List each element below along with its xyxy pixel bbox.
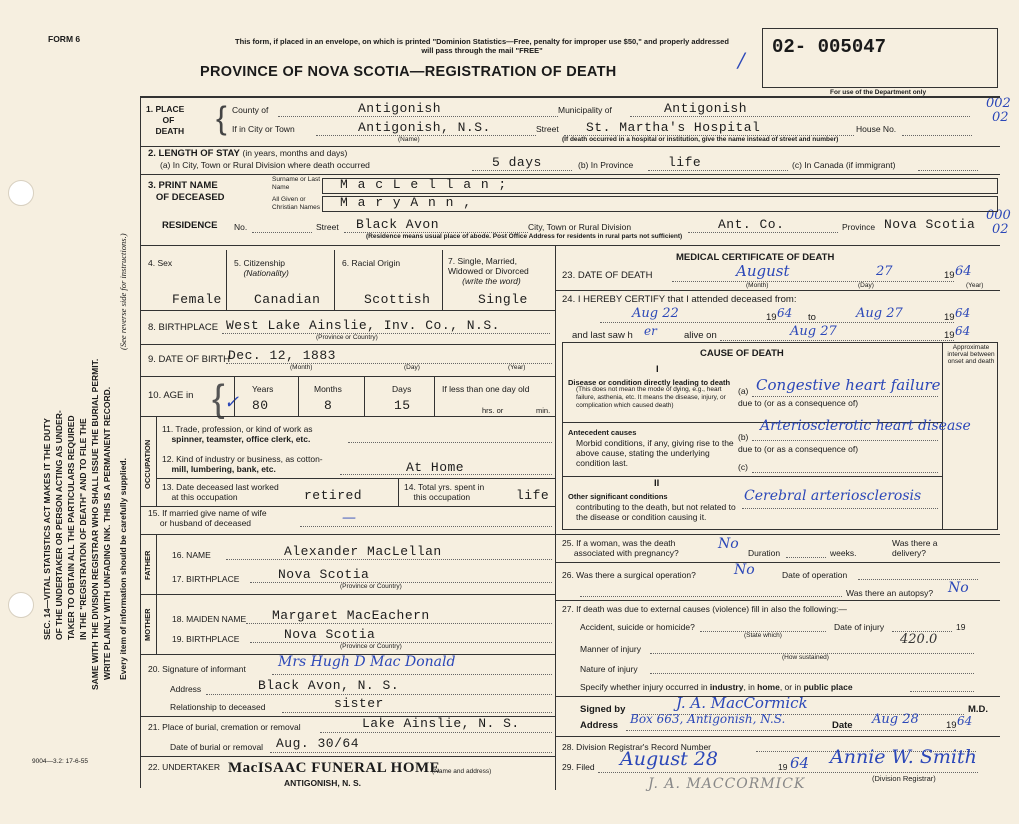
father-birthplace-label: 17. BIRTHPLACE xyxy=(172,574,240,584)
age-label: 10. AGE in xyxy=(148,390,194,401)
house-no-label: House No. xyxy=(856,124,897,134)
filed-year-prefix: 19 xyxy=(778,762,788,772)
q28-label: 28. Division Registrar's Record Number xyxy=(562,742,712,752)
date-of-death-year-prefix: 19 xyxy=(944,270,955,281)
institution-note: (If death occurred in a hospital or institution, give the name instead of street and number) xyxy=(562,136,839,143)
q25-value: No xyxy=(718,536,739,552)
physician-date-year: 64 xyxy=(957,714,973,728)
given-value: M a r y A n n , xyxy=(340,195,473,210)
physician-date-year-prefix: 19 xyxy=(946,720,957,731)
q12-value: At Home xyxy=(406,460,465,475)
undertaker-name: MacISAAC FUNERAL HOME xyxy=(228,760,441,776)
burial-place-value: Lake Ainslie, N. S. xyxy=(362,716,520,731)
stay-canada-label: (c) In Canada (if immigrant) xyxy=(792,160,896,170)
cause-a-label: (a) xyxy=(738,386,749,396)
municipality-label: Municipality of xyxy=(558,105,612,115)
citizenship-value: Canadian xyxy=(254,292,321,307)
side-instruction-7: Every item of information should be carefully supplied. xyxy=(118,458,128,680)
mother-birthplace-label: 19. BIRTHPLACE xyxy=(172,634,240,644)
burial-date-label: Date of burial or removal xyxy=(170,742,264,752)
informant-address-label: Address xyxy=(170,684,202,694)
surname-value: M a c L e l l a n ; xyxy=(340,177,508,192)
age-days-value: 15 xyxy=(394,398,411,413)
side-instruction-7b: (See reverse side for instructions.) xyxy=(118,233,128,350)
spouse-dash: — xyxy=(342,510,356,526)
manner-label: Manner of injury xyxy=(580,644,641,654)
stay-province-label: (b) In Province xyxy=(578,160,634,170)
q25-label: 25. If a woman, was the death associated with pregnancy? xyxy=(562,538,679,558)
injury-date-prefix: 19 xyxy=(956,622,966,632)
age-check-mark: ✓ xyxy=(224,392,240,413)
dod-month-hint: (Month) xyxy=(746,282,769,289)
dob-day-hint: (Day) xyxy=(404,364,420,371)
side-instruction-2: OF THE UNDERTAKER OR PERSON ACTING AS UNDER- xyxy=(54,410,64,640)
side-instruction-6: WRITE PLAINLY WITH UNFADING INK. THIS IS A PERMANENT RECORD. xyxy=(102,386,112,680)
less-than-day-label: If less than one day old xyxy=(442,384,530,394)
residence-street-value: Black Avon xyxy=(356,217,440,232)
side-instruction-5: SAME WITH THE DIVISION REGISTRAR WHO SHALL ISSUE THE BURIAL PERMIT. xyxy=(90,358,100,690)
burial-place-label: 21. Place of burial, cremation or removal xyxy=(148,722,301,732)
date-of-death-label: 23. DATE OF DEATH xyxy=(562,270,653,281)
alive-on-value: Aug 27 xyxy=(790,324,837,339)
attended-from-year-prefix: 19 xyxy=(766,312,777,323)
dept-use-label: For use of the Department only xyxy=(830,89,927,96)
print-name-label: 3. PRINT NAME OF DECEASED xyxy=(148,180,225,203)
dob-label: 9. DATE OF BIRTH xyxy=(148,354,230,365)
citizenship-label: 5. Citizenship (Nationality) xyxy=(234,258,289,278)
margin-code-1: 002 xyxy=(986,96,1011,111)
autopsy-value: No xyxy=(948,580,969,596)
cause-b-value: Arteriosclerotic heart disease xyxy=(760,418,971,434)
antecedent-note: Morbid conditions, if any, giving rise to the above cause, stating the underlying condition last. xyxy=(576,438,734,468)
q26-value: No xyxy=(734,562,755,578)
how-sustained-hint: (How sustained) xyxy=(782,654,829,661)
autopsy-label: Was there an autopsy? xyxy=(846,588,934,598)
street-value: St. Martha's Hospital xyxy=(586,120,761,135)
margin-code-3: 000 xyxy=(986,208,1011,223)
form-title: PROVINCE OF NOVA SCOTIA—REGISTRATION OF DEATH xyxy=(200,64,617,80)
punch-hole-top xyxy=(8,180,34,206)
county-value: Antigonish xyxy=(358,101,442,116)
part-ii-label: II xyxy=(654,478,660,489)
birthplace-label: 8. BIRTHPLACE xyxy=(148,322,219,333)
accident-label: Accident, suicide or homicide? xyxy=(580,622,695,632)
to-label: to xyxy=(808,312,816,323)
immediate-cause-note: (This does not mean the mode of dying, e.g., heart failure, asthenia, etc. It means the disease, injury, or complication which caused death) xyxy=(576,386,726,409)
physician-date-label: Date xyxy=(832,720,853,731)
place-of-death-label: 1. PLACE OF DEATH xyxy=(146,104,185,136)
father-side-label: FATHER xyxy=(143,550,152,580)
injury-date-label: Date of injury xyxy=(834,622,885,632)
informant-address-value: Black Avon, N. S. xyxy=(258,678,400,693)
sex-value: Female xyxy=(172,292,222,307)
street-label: Street xyxy=(536,124,559,134)
q29-label: 29. Filed xyxy=(562,762,595,772)
relationship-label: Relationship to deceased xyxy=(170,702,266,712)
attended-to-year-prefix: 19 xyxy=(944,312,955,323)
cause-of-death-title: CAUSE OF DEATH xyxy=(700,348,784,359)
last-saw-value: er xyxy=(644,324,657,338)
alive-year: 64 xyxy=(955,324,971,338)
cause-a-value: Congestive heart failure xyxy=(756,376,941,394)
q14-label: 14. Total yrs. spent in this occupation xyxy=(404,482,485,502)
signed-by-label: Signed by xyxy=(580,704,626,715)
medical-cert-title: MEDICAL CERTIFICATE OF DEATH xyxy=(676,252,835,263)
md-label: M.D. xyxy=(968,704,989,715)
q11-label: 11. Trade, profession, or kind of work as spinner, teamster, office clerk, etc. xyxy=(162,424,313,444)
last-saw-label: and last saw h xyxy=(572,330,633,341)
min-label: min. xyxy=(536,406,551,415)
punch-hole-bottom xyxy=(8,592,34,618)
residence-no-label: No. xyxy=(234,222,248,232)
stat-code: 420.0 xyxy=(900,632,938,647)
racial-origin-label: 6. Racial Origin xyxy=(342,258,401,268)
undertaker-hint: (Name and address) xyxy=(432,768,492,775)
undertaker-label: 22. UNDERTAKER xyxy=(148,762,220,772)
date-of-death-day: 27 xyxy=(876,264,893,279)
mother-name-label: 18. MAIDEN NAME xyxy=(172,614,247,624)
undertaker-city: ANTIGONISH, N. S. xyxy=(284,778,361,788)
filed-year: 64 xyxy=(790,754,810,772)
cause-b-due-label: due to (or as a consequence of) xyxy=(738,444,859,454)
antecedent-label: Antecedent causes xyxy=(568,428,637,437)
attended-from: Aug 22 xyxy=(632,306,679,321)
county-label: County of xyxy=(232,105,269,115)
pencil-note: J. A. MACCORMICK xyxy=(648,776,806,792)
print-code: 9004—3.2: 17-6-55 xyxy=(32,758,89,765)
other-conditions-label: Other significant conditions xyxy=(568,492,668,501)
length-of-stay-label: 2. LENGTH OF STAY (in years, months and days) xyxy=(148,148,348,159)
mother-birthplace-hint: (Province or Country) xyxy=(340,643,402,650)
dod-year-hint: (Year) xyxy=(966,282,984,289)
physician-address-label: Address xyxy=(580,720,619,731)
registrar-signature: Annie W. Smith xyxy=(830,746,977,768)
marital-label: 7. Single, Married, Widowed or Divorced (write the word) xyxy=(448,256,529,286)
injury-place-label: Specify whether injury occurred in industry, in home, or in public place xyxy=(580,682,853,692)
q13-value: retired xyxy=(304,488,363,503)
burial-date-value: Aug. 30/64 xyxy=(276,736,360,751)
filed-date: August 28 xyxy=(620,748,718,770)
alive-year-prefix: 19 xyxy=(944,330,955,341)
birthplace-value: West Lake Ainslie, Inv. Co., N.S. xyxy=(226,318,500,333)
cause-c-label: (c) xyxy=(738,462,748,472)
q14-value: life xyxy=(516,488,550,503)
attended-to: Aug 27 xyxy=(856,306,903,321)
immediate-cause-label: Disease or condition directly leading to death xyxy=(568,378,731,387)
registrar-hint: (Division Registrar) xyxy=(872,774,936,783)
state-which-hint: (State which) xyxy=(744,632,782,639)
residence-label: RESIDENCE xyxy=(162,220,218,231)
dod-day-hint: (Day) xyxy=(858,282,874,289)
residence-street-label: Street xyxy=(316,222,339,232)
q15-label: 15. If married give name of wife or husband of deceased xyxy=(148,508,267,528)
city-label: If in City or Town xyxy=(232,124,295,134)
residence-province-value: Nova Scotia xyxy=(884,217,976,232)
q26-label: 26. Was there a surgical operation? xyxy=(562,570,696,580)
marital-value: Single xyxy=(478,292,528,307)
other-conditions-note: contributing to the death, but not related to the disease or condition causing it. xyxy=(576,502,736,522)
age-years-value: 80 xyxy=(252,398,269,413)
q12-label: 12. Kind of industry or business, as cotton- mill, lumbering, bank, etc. xyxy=(162,454,323,474)
stay-province-value: life xyxy=(668,155,702,170)
father-name-label: 16. NAME xyxy=(172,550,211,560)
birthplace-hint: (Province or Country) xyxy=(316,334,378,341)
municipality-value: Antigonish xyxy=(664,101,748,116)
margin-code-2: 02 xyxy=(992,110,1009,125)
duration-label: Duration xyxy=(748,548,781,558)
informant-sig-label: 20. Signature of informant xyxy=(148,664,246,674)
weeks-label: weeks. xyxy=(830,548,857,558)
father-name-value: Alexander MacLellan xyxy=(284,544,442,559)
alive-on-label: alive on xyxy=(684,330,717,341)
residence-note: (Residence means usual place of abode. Post Office Address for residents in rural parts not sufficient) xyxy=(366,233,683,240)
sex-label: 4. Sex xyxy=(148,258,173,268)
mother-name-value: Margaret MacEachern xyxy=(272,608,430,623)
months-label: Months xyxy=(314,384,342,394)
city-value: Antigonish, N.S. xyxy=(358,120,491,135)
physician-address: Box 663, Antigonish, N.S. xyxy=(630,712,786,726)
residence-city-label: City, Town or Rural Division xyxy=(528,222,632,232)
cause-b-label: (b) xyxy=(738,432,749,442)
racial-origin-value: Scottish xyxy=(364,292,431,307)
other-conditions-value: Cerebral arteriosclerosis xyxy=(744,488,922,504)
physician-signature: J. A. MacCormick xyxy=(676,694,808,712)
cause-a-due-label: due to (or as a consequence of) xyxy=(738,398,859,408)
certify-label: 24. I HEREBY CERTIFY that I attended deceased from: xyxy=(562,294,797,305)
mother-side-label: MOTHER xyxy=(143,608,152,642)
city-name-hint: (Name) xyxy=(398,136,420,143)
mother-birthplace-value: Nova Scotia xyxy=(284,627,376,642)
given-names-label: All Given or Christian Names xyxy=(272,196,321,211)
father-birthplace-hint: (Province or Country) xyxy=(340,583,402,590)
interval-label: Approximate interval between onset and death xyxy=(947,344,995,365)
side-instruction-3: TAKER TO OBTAIN ALL THE PARTICULARS REQUIRED xyxy=(66,415,76,640)
informant-signature: Mrs Hugh D Mac Donald xyxy=(278,654,456,670)
date-of-death-month: August xyxy=(736,262,790,280)
residence-city-value: Ant. Co. xyxy=(718,217,785,232)
attended-from-year: 64 xyxy=(777,306,793,320)
q27-label: 27. If death was due to external causes (violence) fill in also the following:— xyxy=(562,604,847,614)
attended-to-year: 64 xyxy=(955,306,971,320)
years-label: Years xyxy=(252,384,274,394)
nature-label: Nature of injury xyxy=(580,664,638,674)
mail-notice: This form, if placed in an envelope, on which is printed "Dominion Statistics—Free, penalty for improper use $50," and properly addressed will pass through the mail "FREE" xyxy=(235,37,729,55)
op-date-label: Date of operation xyxy=(782,570,848,580)
physician-date: Aug 28 xyxy=(872,712,919,727)
occupation-side-label: OCCUPATION xyxy=(143,439,152,489)
relationship-value: sister xyxy=(334,696,384,711)
days-label: Days xyxy=(392,384,412,394)
form-number: FORM 6 xyxy=(48,34,81,44)
date-of-death-year: 64 xyxy=(955,264,972,279)
pen-dash: / xyxy=(738,48,745,72)
side-instruction-4: IN THE "REGISTRATION OF DEATH" AND TO FILE THE xyxy=(78,418,88,640)
side-instruction-1: SEC. 14—VITAL STATISTICS ACT MAKES IT THE DUTY xyxy=(42,418,52,640)
father-birthplace-value: Nova Scotia xyxy=(278,567,370,582)
surname-label: Surname or Last Name xyxy=(272,176,321,191)
hrs-label: hrs. or xyxy=(482,406,504,415)
dob-year-hint: (Year) xyxy=(508,364,526,371)
stay-city-value: 5 days xyxy=(492,155,542,170)
dob-month-hint: (Month) xyxy=(290,364,313,371)
residence-province-label: Province xyxy=(842,222,876,232)
age-months-value: 8 xyxy=(324,398,333,413)
stay-city-label: (a) In City, Town or Rural Division where death occurred xyxy=(160,160,370,170)
q13-label: 13. Date deceased last worked at this occupation xyxy=(162,482,279,502)
delivery-label: Was there a delivery? xyxy=(892,538,938,558)
margin-code-4: 02 xyxy=(992,222,1009,237)
part-i-label: I xyxy=(656,364,659,375)
dob-value: Dec. 12, 1883 xyxy=(228,348,336,363)
registration-number: 02- 005047 xyxy=(772,36,887,58)
